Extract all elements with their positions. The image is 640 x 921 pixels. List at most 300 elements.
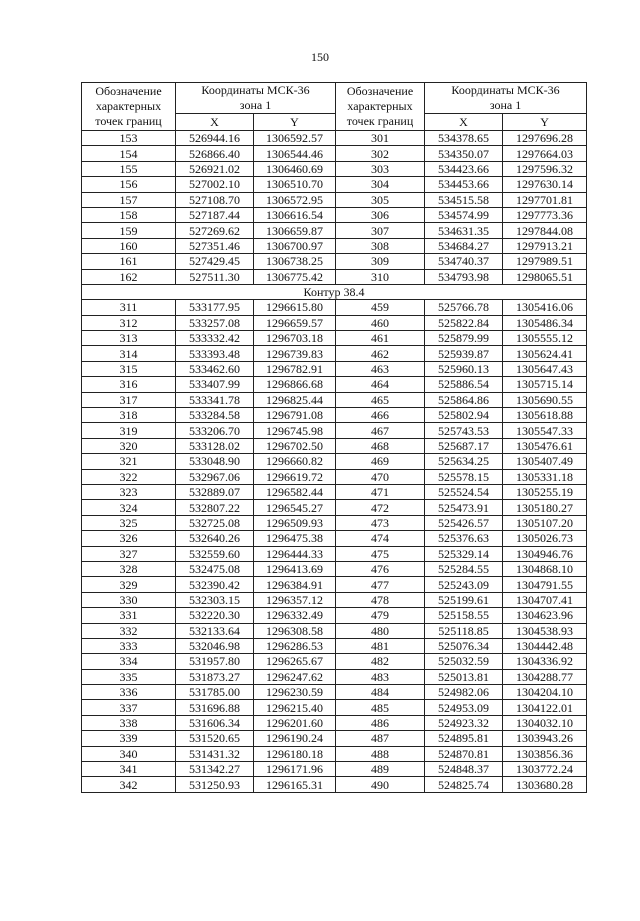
x-left: 527351.46: [176, 238, 254, 253]
table-row: [82, 546, 587, 561]
x-right: 525939.87: [425, 346, 503, 361]
x-right: 525687.17: [425, 438, 503, 453]
y-left: 1296215.40: [254, 700, 336, 715]
table-row: [82, 454, 587, 469]
x-right: 534631.35: [425, 223, 503, 238]
point-id-left: 335: [82, 669, 176, 684]
x-right: 534793.98: [425, 269, 503, 284]
table-row: [82, 608, 587, 623]
point-id-right: 483: [336, 669, 425, 684]
table-row: [82, 623, 587, 638]
coordinates-table: [81, 82, 587, 793]
point-id-right: 463: [336, 361, 425, 376]
y-right: 1297989.51: [503, 254, 587, 269]
y-right: 1305407.49: [503, 454, 587, 469]
header-label-line: Обозначение: [346, 84, 414, 98]
table-row: [82, 423, 587, 438]
point-id-left: 337: [82, 700, 176, 715]
y-left: 1296659.57: [254, 315, 336, 330]
y-right: 1304707.41: [503, 592, 587, 607]
point-id-right: 488: [336, 746, 425, 761]
y-left: 1306738.25: [254, 254, 336, 269]
point-id-left: 317: [82, 392, 176, 407]
y-right: 1298065.51: [503, 269, 587, 284]
table-row: [82, 762, 587, 777]
point-id-left: 333: [82, 638, 176, 653]
point-id-right: 489: [336, 762, 425, 777]
point-id-right: 490: [336, 777, 425, 792]
table-row: [82, 161, 587, 176]
point-id-left: 318: [82, 408, 176, 423]
point-id-right: 487: [336, 731, 425, 746]
y-left: 1296615.80: [254, 300, 336, 315]
table-row: [82, 192, 587, 207]
y-left: 1306510.70: [254, 177, 336, 192]
point-id-left: 155: [82, 161, 176, 176]
coords-header-right: [425, 83, 587, 114]
x-right: 525960.13: [425, 361, 503, 376]
point-id-right: 309: [336, 254, 425, 269]
header-coords-line: Координаты МСК-36: [451, 83, 560, 97]
y-left: 1296509.93: [254, 515, 336, 530]
x-right: 525199.61: [425, 592, 503, 607]
x-right: 525578.15: [425, 469, 503, 484]
x-left: 527187.44: [176, 207, 254, 222]
point-id-right: 462: [336, 346, 425, 361]
x-right: 534350.07: [425, 146, 503, 161]
header-label-line: точек границ: [346, 114, 414, 128]
table-row: [82, 146, 587, 161]
point-id-right: 465: [336, 392, 425, 407]
table-row: [82, 438, 587, 453]
header-label-line: точек границ: [95, 114, 162, 128]
y-left: 1296619.72: [254, 469, 336, 484]
point-id-right: 480: [336, 623, 425, 638]
point-id-right: 475: [336, 546, 425, 561]
point-id-left: 313: [82, 331, 176, 346]
y-right: 1304791.55: [503, 577, 587, 592]
table-row: [82, 469, 587, 484]
x-right: 525329.14: [425, 546, 503, 561]
y-left: 1306592.57: [254, 131, 336, 146]
x-left: 527108.70: [176, 192, 254, 207]
point-id-left: 336: [82, 685, 176, 700]
point-id-left: 338: [82, 715, 176, 730]
x-left: 533462.60: [176, 361, 254, 376]
x-left: 532559.60: [176, 546, 254, 561]
table-row: [82, 777, 587, 792]
x-left: 532303.15: [176, 592, 254, 607]
y-left: 1296475.38: [254, 531, 336, 546]
y-left: 1296265.67: [254, 654, 336, 669]
table-row: [82, 484, 587, 499]
y-left: 1296332.49: [254, 608, 336, 623]
y-right: 1304204.10: [503, 685, 587, 700]
y-left: 1296171.96: [254, 762, 336, 777]
x-right: 534574.99: [425, 207, 503, 222]
y-left: 1296703.18: [254, 331, 336, 346]
x-left: 532220.30: [176, 608, 254, 623]
point-id-left: 324: [82, 500, 176, 515]
y-left: 1306544.46: [254, 146, 336, 161]
x-right: 525473.91: [425, 500, 503, 515]
table-row: [82, 731, 587, 746]
table-row: [82, 207, 587, 222]
coords-header-left: [176, 83, 336, 114]
x-right: 525243.09: [425, 577, 503, 592]
x-left: 532640.26: [176, 531, 254, 546]
x-right: 534378.65: [425, 131, 503, 146]
x-left: 533341.78: [176, 392, 254, 407]
point-id-left: 331: [82, 608, 176, 623]
y-right: 1303772.24: [503, 762, 587, 777]
point-id-right: 307: [336, 223, 425, 238]
y-left: 1296825.44: [254, 392, 336, 407]
point-id-left: 311: [82, 300, 176, 315]
point-id-left: 342: [82, 777, 176, 792]
x-right: 524895.81: [425, 731, 503, 746]
point-label-header-left: [82, 83, 176, 131]
table-row: [82, 715, 587, 730]
x-right: 525426.57: [425, 515, 503, 530]
y-right: 1305547.33: [503, 423, 587, 438]
point-id-right: 470: [336, 469, 425, 484]
y-right: 1297596.32: [503, 161, 587, 176]
x-right: 525879.99: [425, 331, 503, 346]
point-id-right: 310: [336, 269, 425, 284]
point-id-left: 316: [82, 377, 176, 392]
point-id-left: 326: [82, 531, 176, 546]
point-id-right: 484: [336, 685, 425, 700]
point-id-left: 162: [82, 269, 176, 284]
x-left: 533407.99: [176, 377, 254, 392]
y-right: 1304623.96: [503, 608, 587, 623]
x-left: 533177.95: [176, 300, 254, 315]
x-left: 527429.45: [176, 254, 254, 269]
x-right: 524848.37: [425, 762, 503, 777]
y-left: 1296702.50: [254, 438, 336, 453]
y-left: 1296357.12: [254, 592, 336, 607]
x-left: 531696.88: [176, 700, 254, 715]
x-right: 534515.58: [425, 192, 503, 207]
x-left: 533393.48: [176, 346, 254, 361]
point-id-left: 160: [82, 238, 176, 253]
x-left: 527002.10: [176, 177, 254, 192]
x-right: 534684.27: [425, 238, 503, 253]
x-left: 527269.62: [176, 223, 254, 238]
x-right: 525886.54: [425, 377, 503, 392]
y-left: 1296739.83: [254, 346, 336, 361]
y-right: 1305180.27: [503, 500, 587, 515]
point-id-right: 461: [336, 331, 425, 346]
y-right: 1305715.14: [503, 377, 587, 392]
y-left: 1306572.95: [254, 192, 336, 207]
point-id-left: 154: [82, 146, 176, 161]
x-right: 525013.81: [425, 669, 503, 684]
x-left: 532807.22: [176, 500, 254, 515]
point-id-right: 303: [336, 161, 425, 176]
point-id-right: 308: [336, 238, 425, 253]
point-id-left: 327: [82, 546, 176, 561]
x-left: 532475.08: [176, 561, 254, 576]
header-coords-line: зона 1: [239, 98, 272, 112]
y-left: 1296782.91: [254, 361, 336, 376]
section-header-body: [82, 284, 587, 299]
table-row: [82, 131, 587, 146]
y-right: 1304442.48: [503, 638, 587, 653]
table-header: [82, 83, 587, 131]
point-id-right: 471: [336, 484, 425, 499]
x-left: 532725.08: [176, 515, 254, 530]
x-right: 525284.55: [425, 561, 503, 576]
y-right: 1305416.06: [503, 300, 587, 315]
x-left: 533284.58: [176, 408, 254, 423]
point-id-left: 159: [82, 223, 176, 238]
point-id-right: 486: [336, 715, 425, 730]
y-right: 1305690.55: [503, 392, 587, 407]
point-id-left: 321: [82, 454, 176, 469]
point-id-right: 305: [336, 192, 425, 207]
y-left: 1296286.53: [254, 638, 336, 653]
point-id-right: 469: [336, 454, 425, 469]
y-left: 1296582.44: [254, 484, 336, 499]
x-right: 525802.94: [425, 408, 503, 423]
y-left: 1306775.42: [254, 269, 336, 284]
x-right: 524870.81: [425, 746, 503, 761]
table-row: [82, 254, 587, 269]
point-id-left: 153: [82, 131, 176, 146]
y-right: 1304538.93: [503, 623, 587, 638]
point-id-left: 312: [82, 315, 176, 330]
point-id-left: 320: [82, 438, 176, 453]
y-left: 1296745.98: [254, 423, 336, 438]
table-row: [82, 746, 587, 761]
table-row: [82, 500, 587, 515]
header-coords-line: Координаты МСК-36: [201, 83, 310, 97]
point-id-left: 325: [82, 515, 176, 530]
x-right: 525376.63: [425, 531, 503, 546]
x-left: 532390.42: [176, 577, 254, 592]
x-right: 525158.55: [425, 608, 503, 623]
y-right: 1303943.26: [503, 731, 587, 746]
y-right: 1297630.14: [503, 177, 587, 192]
y-right: 1297701.81: [503, 192, 587, 207]
table-body-bottom: [82, 300, 587, 793]
x-right: 525822.84: [425, 315, 503, 330]
point-id-left: 161: [82, 254, 176, 269]
table-row: [82, 638, 587, 653]
point-id-right: 482: [336, 654, 425, 669]
point-id-left: 323: [82, 484, 176, 499]
y-right: 1297844.08: [503, 223, 587, 238]
point-id-left: 339: [82, 731, 176, 746]
point-id-right: 478: [336, 592, 425, 607]
point-id-left: 157: [82, 192, 176, 207]
point-id-right: 479: [336, 608, 425, 623]
x-right: 525076.34: [425, 638, 503, 653]
point-id-right: 304: [336, 177, 425, 192]
y-left: 1306659.87: [254, 223, 336, 238]
x-left: 527511.30: [176, 269, 254, 284]
x-right: 525766.78: [425, 300, 503, 315]
table-row: [82, 377, 587, 392]
point-id-right: 306: [336, 207, 425, 222]
y-right: 1304868.10: [503, 561, 587, 576]
point-id-right: 476: [336, 561, 425, 576]
y-right: 1305624.41: [503, 346, 587, 361]
y-right: 1304946.76: [503, 546, 587, 561]
y-right: 1297664.03: [503, 146, 587, 161]
y-left: 1296384.91: [254, 577, 336, 592]
section-title: Контур 38.4: [82, 284, 587, 299]
y-left: 1296230.59: [254, 685, 336, 700]
x-left: 532967.06: [176, 469, 254, 484]
table-row: [82, 408, 587, 423]
point-id-right: 485: [336, 700, 425, 715]
x-left: 531957.80: [176, 654, 254, 669]
y-left: 1296201.60: [254, 715, 336, 730]
y-right: 1303680.28: [503, 777, 587, 792]
table-row: [82, 300, 587, 315]
y-left: 1296165.31: [254, 777, 336, 792]
y-right: 1304288.77: [503, 669, 587, 684]
point-id-right: 477: [336, 577, 425, 592]
x-header-right: X: [425, 114, 503, 131]
header-label-line: Обозначение: [95, 84, 162, 98]
y-right: 1304122.01: [503, 700, 587, 715]
y-left: 1306616.54: [254, 207, 336, 222]
x-left: 533128.02: [176, 438, 254, 453]
point-label-header-right: [336, 83, 425, 131]
table-row: [82, 238, 587, 253]
y-right: 1297913.21: [503, 238, 587, 253]
point-id-left: 329: [82, 577, 176, 592]
x-left: 532133.64: [176, 623, 254, 638]
y-right: 1305107.20: [503, 515, 587, 530]
point-id-left: 322: [82, 469, 176, 484]
y-right: 1305476.61: [503, 438, 587, 453]
y-right: 1305555.12: [503, 331, 587, 346]
section-row: [82, 284, 587, 299]
y-header-right: Y: [503, 114, 587, 131]
x-left: 532046.98: [176, 638, 254, 653]
y-right: 1305486.34: [503, 315, 587, 330]
y-left: 1296413.69: [254, 561, 336, 576]
point-id-right: 459: [336, 300, 425, 315]
x-left: 531520.65: [176, 731, 254, 746]
y-right: 1304336.92: [503, 654, 587, 669]
point-id-left: 319: [82, 423, 176, 438]
header-label-line: характерных: [95, 99, 162, 113]
point-id-left: 334: [82, 654, 176, 669]
point-id-left: 158: [82, 207, 176, 222]
x-left: 533332.42: [176, 331, 254, 346]
x-right: 524825.74: [425, 777, 503, 792]
point-id-right: 301: [336, 131, 425, 146]
table-row: [82, 177, 587, 192]
point-id-right: 460: [336, 315, 425, 330]
x-left: 526921.02: [176, 161, 254, 176]
x-left: 531342.27: [176, 762, 254, 777]
x-header-left: X: [176, 114, 254, 131]
y-left: 1296444.33: [254, 546, 336, 561]
x-left: 532889.07: [176, 484, 254, 499]
y-left: 1306460.69: [254, 161, 336, 176]
point-id-left: 341: [82, 762, 176, 777]
x-left: 533257.08: [176, 315, 254, 330]
x-right: 525864.86: [425, 392, 503, 407]
x-left: 526866.40: [176, 146, 254, 161]
table-row: [82, 392, 587, 407]
header-label-line: характерных: [347, 99, 413, 113]
y-left: 1296308.58: [254, 623, 336, 638]
table-row: [82, 592, 587, 607]
x-right: 525118.85: [425, 623, 503, 638]
x-left: 531785.00: [176, 685, 254, 700]
y-left: 1296545.27: [254, 500, 336, 515]
table-row: [82, 515, 587, 530]
x-left: 531873.27: [176, 669, 254, 684]
table-row: [82, 561, 587, 576]
point-id-left: 315: [82, 361, 176, 376]
x-left: 531606.34: [176, 715, 254, 730]
table-row: [82, 669, 587, 684]
y-header-left: Y: [254, 114, 336, 131]
y-right: 1305255.19: [503, 484, 587, 499]
x-right: 534740.37: [425, 254, 503, 269]
y-right: 1304032.10: [503, 715, 587, 730]
table-row: [82, 531, 587, 546]
y-left: 1296247.62: [254, 669, 336, 684]
x-right: 524923.32: [425, 715, 503, 730]
x-right: 525524.54: [425, 484, 503, 499]
x-right: 525743.53: [425, 423, 503, 438]
point-id-left: 340: [82, 746, 176, 761]
table-row: [82, 269, 587, 284]
x-right: 525032.59: [425, 654, 503, 669]
table-row: [82, 577, 587, 592]
point-id-left: 156: [82, 177, 176, 192]
point-id-right: 302: [336, 146, 425, 161]
point-id-right: 481: [336, 638, 425, 653]
x-left: 533048.90: [176, 454, 254, 469]
point-id-right: 464: [336, 377, 425, 392]
x-right: 524953.09: [425, 700, 503, 715]
point-id-right: 468: [336, 438, 425, 453]
y-right: 1297696.28: [503, 131, 587, 146]
point-id-left: 314: [82, 346, 176, 361]
y-left: 1306700.97: [254, 238, 336, 253]
y-right: 1297773.36: [503, 207, 587, 222]
table-row: [82, 685, 587, 700]
x-left: 531431.32: [176, 746, 254, 761]
y-right: 1305647.43: [503, 361, 587, 376]
table-row: [82, 346, 587, 361]
point-id-right: 472: [336, 500, 425, 515]
y-left: 1296660.82: [254, 454, 336, 469]
table-row: [82, 331, 587, 346]
x-right: 534423.66: [425, 161, 503, 176]
x-right: 524982.06: [425, 685, 503, 700]
point-id-left: 330: [82, 592, 176, 607]
x-right: 534453.66: [425, 177, 503, 192]
point-id-left: 328: [82, 561, 176, 576]
y-left: 1296791.08: [254, 408, 336, 423]
point-id-right: 473: [336, 515, 425, 530]
y-right: 1305026.73: [503, 531, 587, 546]
table-row: [82, 361, 587, 376]
table-row: [82, 315, 587, 330]
